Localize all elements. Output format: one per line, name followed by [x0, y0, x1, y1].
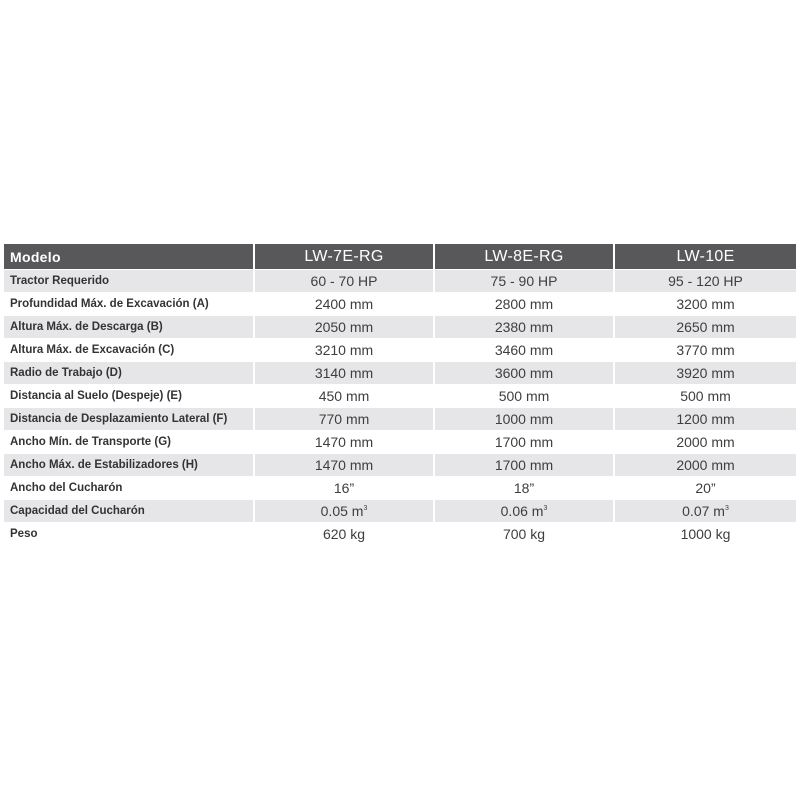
- cell-value: 770 mm: [254, 408, 434, 431]
- cell-value: 500 mm: [434, 385, 614, 408]
- cell-value: 500 mm: [614, 385, 796, 408]
- table-row: [4, 385, 796, 408]
- row-label: Radio de Trabajo (D): [4, 362, 254, 385]
- table-row: [4, 500, 796, 523]
- cell-value: 3210 mm: [254, 339, 434, 362]
- row-label: Distancia de Desplazamiento Lateral (F): [4, 408, 254, 431]
- table-row: [4, 339, 796, 362]
- row-label: Capacidad del Cucharón: [4, 500, 254, 523]
- cell-value: 1000 kg: [614, 523, 796, 546]
- cell-value: 20”: [614, 477, 796, 500]
- cell-value: 2380 mm: [434, 316, 614, 339]
- table-row: [4, 523, 796, 546]
- table-row: [4, 316, 796, 339]
- cell-value: 1000 mm: [434, 408, 614, 431]
- cell-value: 2050 mm: [254, 316, 434, 339]
- row-label: Distancia al Suelo (Despeje) (E): [4, 385, 254, 408]
- cell-value: 700 kg: [434, 523, 614, 546]
- cell-value: 1700 mm: [434, 454, 614, 477]
- table-row: [4, 270, 796, 293]
- cell-value: [434, 500, 614, 523]
- cell-value: 450 mm: [254, 385, 434, 408]
- unit-superscript: 3: [724, 505, 729, 512]
- cell-value: [614, 500, 796, 523]
- cell-value-text: 0.06 m: [500, 503, 544, 519]
- table-row: [4, 362, 796, 385]
- table-row: [4, 431, 796, 454]
- row-label: Altura Máx. de Excavación (C): [4, 339, 254, 362]
- cell-value: 3770 mm: [614, 339, 796, 362]
- cell-value-text: 0.05 m: [320, 503, 364, 519]
- row-label: Ancho Máx. de Estabilizadores (H): [4, 454, 254, 477]
- cell-value: 2400 mm: [254, 293, 434, 316]
- cell-value: 2650 mm: [614, 316, 796, 339]
- cell-value: 3460 mm: [434, 339, 614, 362]
- row-label: Tractor Requerido: [4, 270, 254, 293]
- cell-value: 1700 mm: [434, 431, 614, 454]
- cell-value: 1200 mm: [614, 408, 796, 431]
- unit-superscript: 3: [543, 505, 548, 512]
- header-model-2: LW-8E-RG: [434, 244, 614, 270]
- table-header-row: [4, 244, 796, 270]
- header-model-1: LW-7E-RG: [254, 244, 434, 270]
- table-row: [4, 293, 796, 316]
- table-row: [4, 454, 796, 477]
- specifications-table: [4, 244, 796, 545]
- cell-value-text: 0.07 m: [682, 503, 725, 519]
- cell-value: 60 - 70 HP: [254, 270, 434, 293]
- table-row: [4, 408, 796, 431]
- cell-value: 1470 mm: [254, 454, 434, 477]
- row-label: Ancho del Cucharón: [4, 477, 254, 500]
- header-modelo: Modelo: [4, 244, 254, 270]
- cell-value: 16”: [254, 477, 434, 500]
- cell-value: 620 kg: [254, 523, 434, 546]
- row-label: Profundidad Máx. de Excavación (A): [4, 293, 254, 316]
- cell-value: 18”: [434, 477, 614, 500]
- cell-value: 75 - 90 HP: [434, 270, 614, 293]
- cell-value: 3200 mm: [614, 293, 796, 316]
- cell-value: 3920 mm: [614, 362, 796, 385]
- cell-value: 2000 mm: [614, 431, 796, 454]
- header-model-3: LW-10E: [614, 244, 796, 270]
- row-label: Altura Máx. de Descarga (B): [4, 316, 254, 339]
- cell-value: 3600 mm: [434, 362, 614, 385]
- table-row: [4, 477, 796, 500]
- cell-value: 2000 mm: [614, 454, 796, 477]
- cell-value: [254, 500, 434, 523]
- cell-value: 95 - 120 HP: [614, 270, 796, 293]
- cell-value: 3140 mm: [254, 362, 434, 385]
- row-label: Ancho Mín. de Transporte (G): [4, 431, 254, 454]
- cell-value: 2800 mm: [434, 293, 614, 316]
- cell-value: 1470 mm: [254, 431, 434, 454]
- unit-superscript: 3: [363, 505, 368, 512]
- row-label: Peso: [4, 523, 254, 546]
